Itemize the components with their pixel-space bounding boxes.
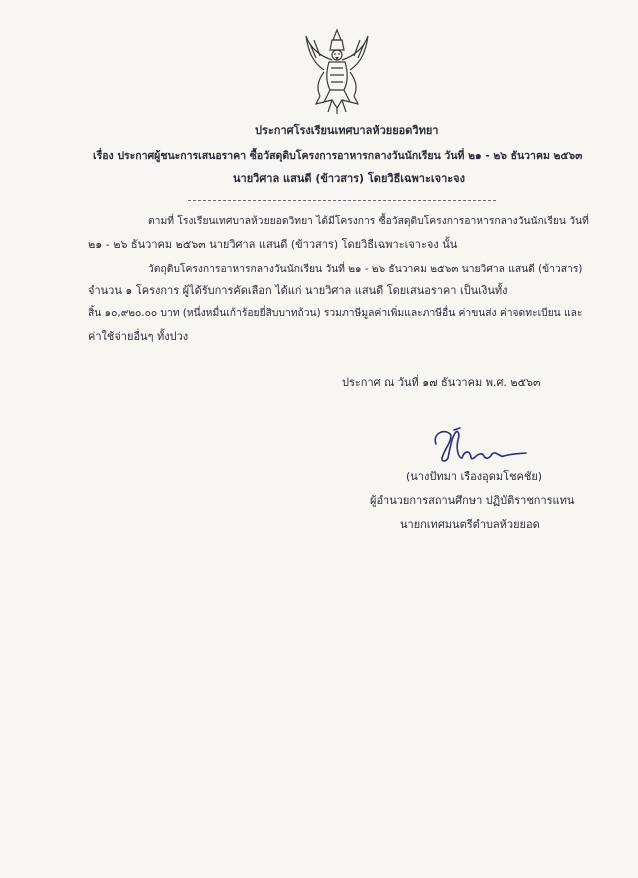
paragraph1-line1: ตามที่ โรงเรียนเทศบาลห้วยยอดวิทยา ได้มีโครงการ ซื้อวัสดุดิบโครงการอาหารกลางวันนักเรียน วันที่ bbox=[148, 215, 589, 227]
paragraph2-line4: ค่าใช้จ่ายอื่นๆ ทั้งปวง bbox=[88, 330, 189, 343]
handwritten-signature bbox=[430, 424, 530, 470]
header-subject-line2: นายวิศาล แสนดี (ข้าวสาร) โดยวิธีเฉพาะเจาะจง bbox=[233, 172, 465, 185]
signatory-position-line2: นายกเทศมนตรีตำบลห้วยยอด bbox=[400, 518, 540, 531]
garuda-emblem-icon bbox=[302, 28, 372, 114]
paragraph2-line1: วัตถุดิบโครงการอาหารกลางวันนักเรียน วันที่ ๒๑ - ๒๖ ธันวาคม ๒๕๖๓ นายวิศาล แสนดี (ข้าวสาร) bbox=[148, 263, 583, 275]
header-subject-line1: เรื่อง ประกาศผู้ชนะการเสนอราคา ซื้อวัสดุดิบโครงการอาหารกลางวันนักเรียน วันที่ ๒๑ - ๒๖ ธันวาคม ๒๕๖๓ bbox=[93, 150, 583, 162]
signatory-position-line1: ผู้อำนวยการสถานศึกษา ปฏิบัติราชการแทน bbox=[370, 494, 575, 507]
header-org: ประกาศโรงเรียนเทศบาลห้วยยอดวิทยา bbox=[255, 124, 439, 137]
announcement-date: ประกาศ ณ วันที่ ๑๗ ธันวาคม พ.ศ. ๒๕๖๓ bbox=[342, 376, 541, 389]
paragraph1-line2: ๒๑ - ๒๖ ธันวาคม ๒๕๖๓ นายวิศาล แสนดี (ข้าวสาร) โดยวิธีเฉพาะเจาะจง นั้น bbox=[88, 238, 458, 251]
signatory-name: (นางปัทมา เรืองอุดมโชคชัย) bbox=[406, 470, 543, 483]
separator-line bbox=[188, 200, 496, 201]
paragraph2-line3: สิ้น ๑๐,๙๒๐.๐๐ บาท (หนึ่งหมื่นเก้าร้อยยี่สิบบาทถ้วน) รวมภาษีมูลค่าเพิ่มและภาษีอื่น ค่าขนส่ง ค่าจดทะเบียน และ bbox=[88, 307, 583, 319]
paragraph2-line2: จำนวน ๑ โครงการ ผู้ได้รับการคัดเลือก ได้แก่ นายวิศาล แสนดี โดยเสนอราคา เป็นเงินทั้ง bbox=[88, 284, 508, 297]
